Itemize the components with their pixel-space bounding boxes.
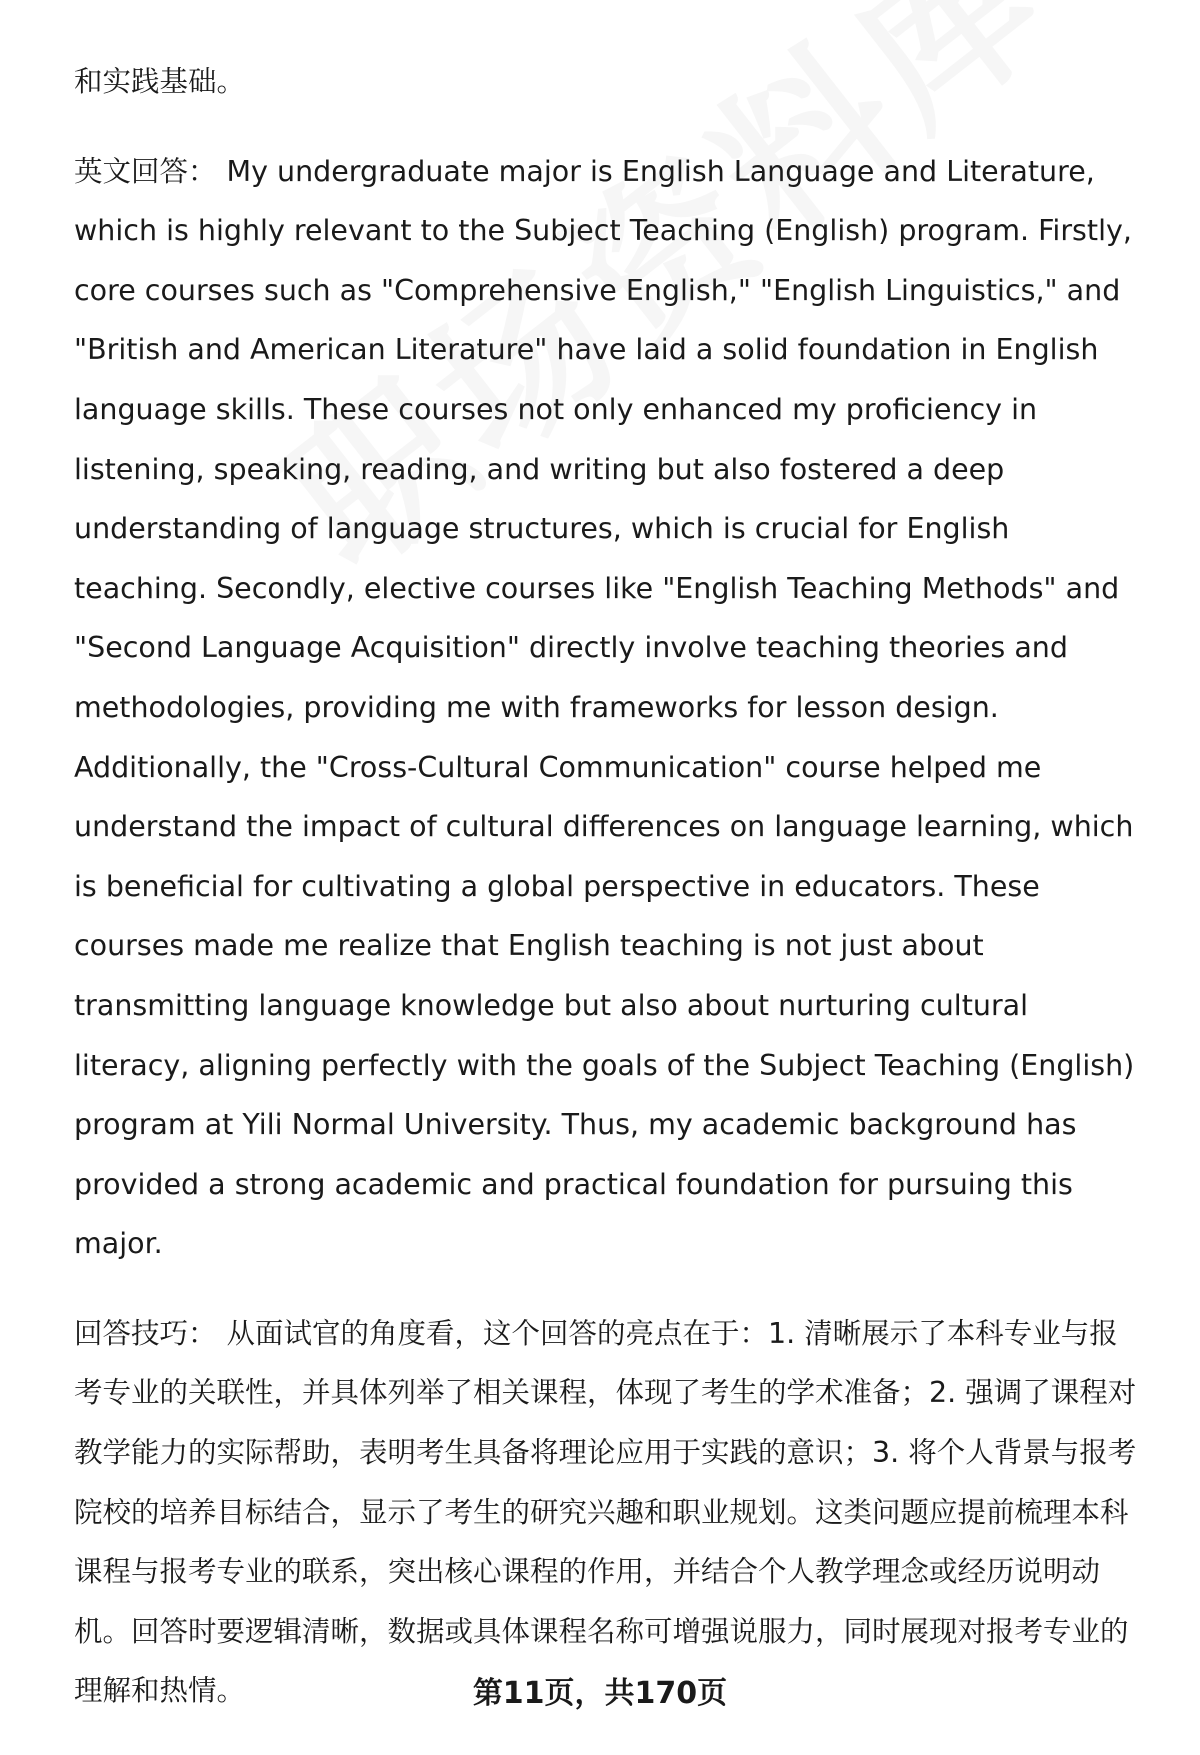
english-answer-paragraph <box>74 142 1144 1274</box>
intro-tail-paragraph <box>74 52 1144 112</box>
english-answer-text: My undergraduate major is English Language and Literature, which is highly relevant to the Subject Teaching (English) program. Firstly, core courses such as "Comprehensive English," "English Linguistics," and "British and American Literature" have laid a solid foundation in English language skills. These courses not only enhanced my proficiency in listening, speaking, reading, and writing but also fostered a deep understanding of language structures, which is crucial for English teaching. Secondly, elective courses like "English Teaching Methods" and "Second Language Acquisition" directly involve teaching theories and methodologies, providing me with frameworks for lesson design. Additionally, the "Cross-Cultural Communication" course helped me understand the impact of cultural differences on language learning, which is beneficial for cultivating a global perspective in educators. These courses made me realize that English teaching is not just about transmitting language knowledge but also about nurturing cultural literacy, aligning perfectly with the goals of the Subject Teaching (English) program at Yili Normal University. Thus, my academic background has provided a strong academic and practical foundation for pursuing this major. <box>74 154 1135 1261</box>
tips-paragraph <box>74 1304 1144 1721</box>
page-number-footer: 第11页，共170页 <box>472 1676 728 1711</box>
english-answer-label: 英文回答： <box>74 154 217 188</box>
intro-tail-text: 和实践基础。 <box>74 65 246 98</box>
tips-label: 回答技巧： <box>74 1316 217 1350</box>
tips-text: 从面试官的角度看，这个回答的亮点在于：1. 清晰展示了本科专业与报考专业的关联性，并具体列举了相关课程，体现了考生的学术准备；2. 强调了课程对教学能力的实际帮助，表明考生具备将理论应用于实践的意识；3. 将个人背景与报考院校的培养目标结合，显示了考生的研究兴趣和职业规划。这类问题应提前梳理本科课程与报考专业的联系，突出核心课程的作用，并结合个人教学理念或经历说明动机。回答时要逻辑清晰，数据或具体课程名称可增强说服力，同时展现对报考专业的理解和热情。 <box>74 1316 1137 1708</box>
page-content <box>74 52 1144 1721</box>
